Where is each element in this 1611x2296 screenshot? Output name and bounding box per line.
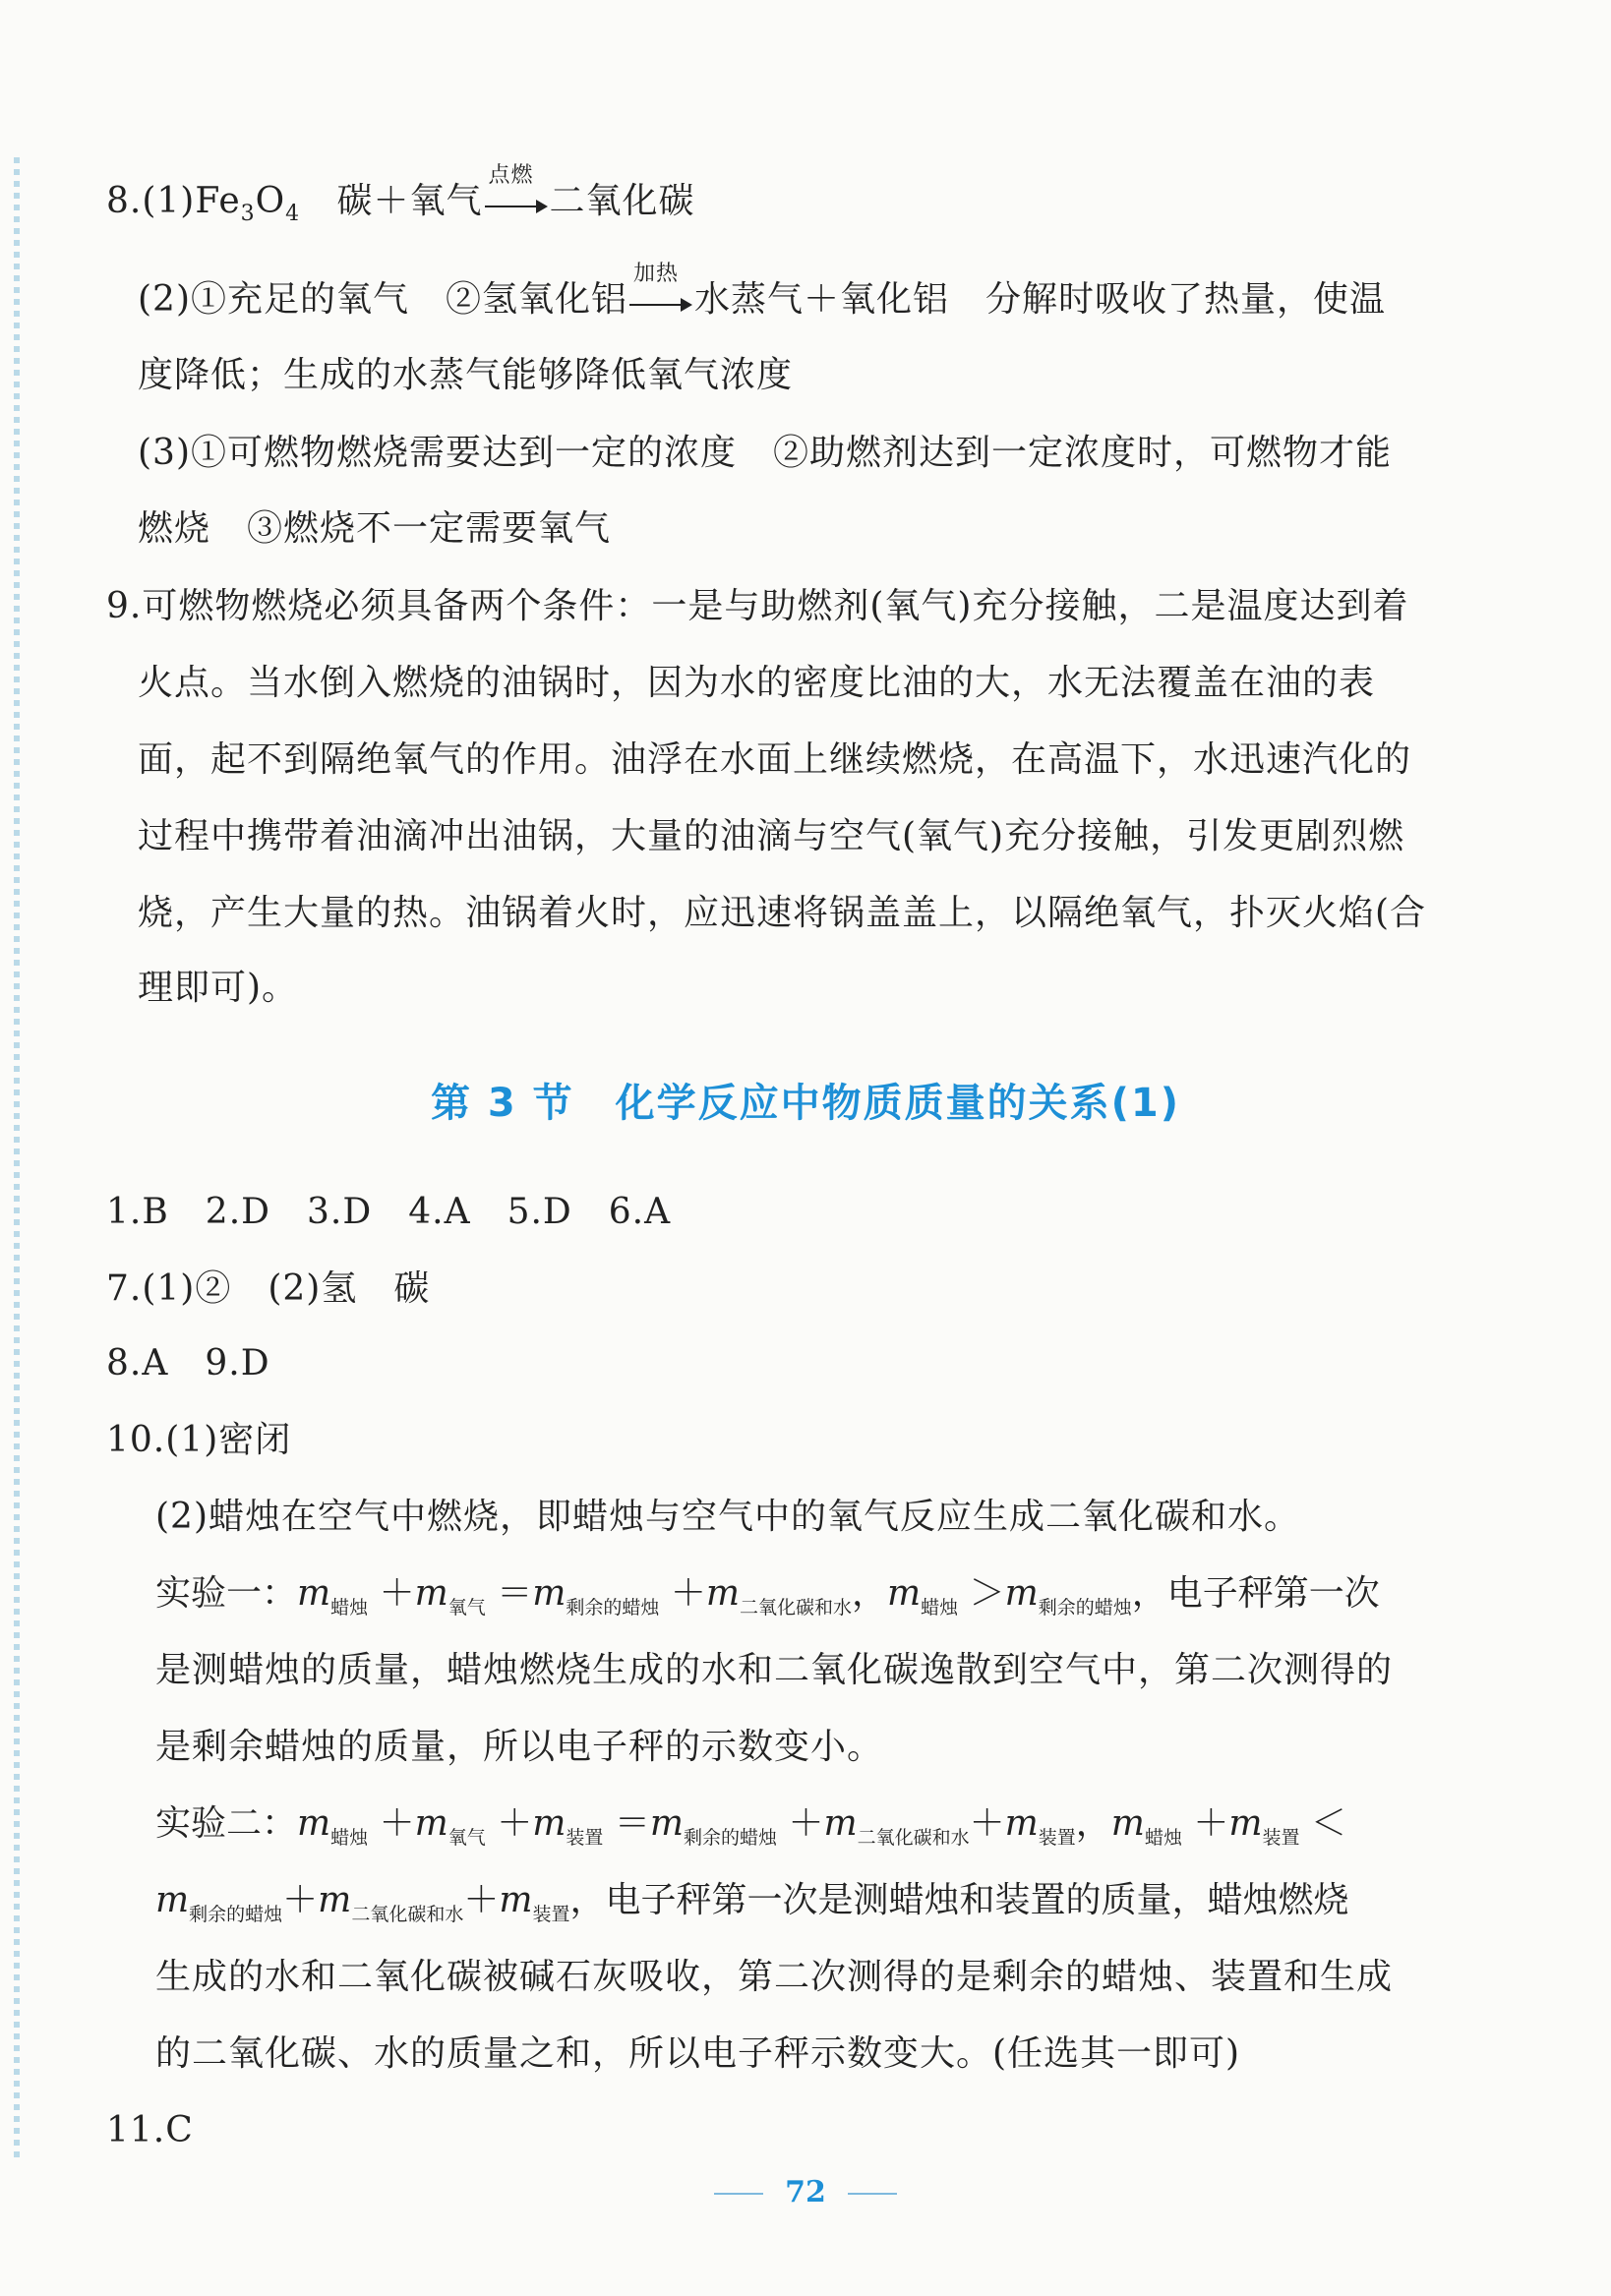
exp1-label: 实验一： (155, 1573, 298, 1614)
q8-part3-line2: 燃烧 ③燃烧不一定需要氧气 (138, 508, 612, 549)
q8-part1 (106, 163, 695, 239)
answer-10-2: (2)蜡烛在空气中燃烧，即蜡烛与空气中的氧气反应生成二氧化碳和水。 (155, 1497, 1300, 1537)
exp1-tail: ，电子秤第一次 (1131, 1573, 1380, 1614)
mass-symbol: m (499, 1880, 533, 1920)
subscript-oxygen: 氧气 (448, 1597, 486, 1619)
exp2-line4: 的二氧化碳、水的质量之和，所以电子秤示数变大。(任选其一即可) (155, 2033, 1241, 2074)
mass-symbol: m (297, 1803, 331, 1844)
footer-dash-right (848, 2193, 897, 2195)
q9-line6: 理即可)。 (138, 968, 299, 1008)
subscript-co2-water: 二氧化碳和水 (739, 1597, 852, 1619)
subscript-3: 3 (240, 202, 256, 226)
q8-part2-line1 (138, 262, 1387, 324)
exp2-line2-tail: ，电子秤第一次是测蜡烛和装置的质量，蜡烛燃烧 (569, 1880, 1349, 1920)
answers-8-9: 8.A 9.D (106, 1343, 270, 1383)
subscript-oxygen: 氧气 (448, 1827, 486, 1849)
answer-11: 11.C (106, 2110, 194, 2150)
answer-7: 7.(1)② (2)氢 碳 (106, 1268, 431, 1309)
reaction-condition: 点燃 (488, 163, 534, 188)
mass-symbol: m (297, 1573, 331, 1614)
exp1-equation: 实验一：$m_{蜡烛} +m_{氧气} =m_{剩余的蜡烛} +m_{二氧化碳和水}$，$m_{蜡烛} >m_{剩余的蜡烛}$，电子秤第一次 (155, 1573, 1380, 1619)
mass-symbol: m (414, 1573, 448, 1614)
mass-symbol: m (649, 1803, 684, 1844)
q8-p1-product: 二氧化碳 (549, 181, 695, 221)
mass-symbol: m (532, 1573, 567, 1614)
left-margin-dotted-line (14, 157, 20, 2163)
subscript-device: 装置 (532, 1904, 570, 1925)
q8-p1-reactants: 碳＋氧气 (336, 181, 483, 221)
page-footer (0, 2175, 1611, 2209)
subscript-device: 装置 (1262, 1827, 1300, 1849)
reaction-arrow (629, 262, 692, 320)
q8-p2-a: (2)①充足的氧气 ②氢氧化铝 (138, 279, 627, 320)
section-title: 第 3 节 化学反应中物质质量的关系(1) (430, 1081, 1181, 1126)
subscript-left-candle: 剩余的蜡烛 (189, 1904, 283, 1925)
subscript-device: 装置 (566, 1827, 604, 1849)
mass-symbol: m (414, 1803, 448, 1844)
q9-line5: 烧，产生大量的热。油锅着火时，应迅速将锅盖盖上，以隔绝氧气，扑灭火焰(合 (138, 893, 1427, 933)
subscript-co2-water: 二氧化碳和水 (351, 1904, 464, 1925)
subscript-left-candle: 剩余的蜡烛 (683, 1827, 777, 1849)
subscript-left-candle: 剩余的蜡烛 (1038, 1597, 1132, 1619)
subscript-candle: 蜡烛 (330, 1827, 369, 1849)
footer-dash-left (714, 2193, 763, 2195)
mass-symbol: m (1110, 1803, 1145, 1844)
exp2-equation-cont: $m_{剩余的蜡烛}+m_{二氧化碳和水}+m_{装置}$，电子秤第一次是测蜡烛和装置的质量，蜡烛燃烧 (155, 1880, 1349, 1925)
exp1-line2: 是测蜡烛的质量，蜡烛燃烧生成的水和二氧化碳逸散到空气中，第二次测得的 (155, 1650, 1394, 1690)
subscript-candle: 蜡烛 (921, 1597, 959, 1619)
exp2-line3: 生成的水和二氧化碳被碱石灰吸收，第二次测得的是剩余的蜡烛、装置和生成 (155, 1957, 1394, 1997)
subscript-device: 装置 (1038, 1827, 1076, 1849)
reaction-condition: 加热 (633, 262, 680, 286)
q9-line3: 面，起不到隔绝氧气的作用。油浮在水面上继续燃烧，在高温下，水迅速汽化的 (138, 739, 1412, 780)
q8-p1-prefix: 8.(1)Fe (106, 181, 241, 221)
subscript-candle: 蜡烛 (1144, 1827, 1182, 1849)
exp2-equation: 实验二：$m_{蜡烛} +m_{氧气} +m_{装置} =m_{剩余的蜡烛} +m_{二氧化碳和水}+m_{装置}$，$m_{蜡烛} +m_{装置}$ ＜ (155, 1803, 1347, 1849)
subscript-co2-water: 二氧化碳和水 (857, 1827, 970, 1849)
q9-line2: 火点。当水倒入燃烧的油锅时，因为水的密度比油的大，水无法覆盖在油的表 (138, 663, 1376, 703)
answer-10-1: 10.(1)密闭 (106, 1420, 292, 1460)
mass-symbol: m (1228, 1803, 1263, 1844)
reaction-arrow (485, 163, 548, 221)
q8-part2-line2: 度降低；生成的水蒸气能够降低氧气浓度 (138, 355, 794, 395)
mass-symbol: m (705, 1573, 740, 1614)
q8-p2-b: 水蒸气＋氧化铝 分解时吸收了热量，使温 (694, 279, 1387, 320)
answers-1-6: 1.B 2.D 3.D 4.A 5.D 6.A (106, 1192, 672, 1232)
exp1-line3: 是剩余蜡烛的质量，所以电子秤的示数变小。 (155, 1727, 884, 1767)
subscript-4: 4 (285, 202, 301, 226)
q8-part3-line1: (3)①可燃物燃烧需要达到一定的浓度 ②助燃剂达到一定浓度时，可燃物才能 (138, 433, 1392, 473)
oxygen-symbol: O (255, 181, 286, 221)
q9-line4: 过程中携带着油滴冲出油锅，大量的油滴与空气(氧气)充分接触，引发更剧烈燃 (138, 816, 1405, 856)
mass-symbol: m (1004, 1573, 1039, 1614)
mass-symbol: m (318, 1880, 352, 1920)
mass-symbol: m (887, 1573, 922, 1614)
exp2-label: 实验二： (155, 1803, 298, 1844)
mass-symbol: m (155, 1880, 190, 1920)
q9-line1: 9.可燃物燃烧必须具备两个条件：一是与助燃剂(氧气)充分接触，二是温度达到着 (106, 586, 1409, 626)
subscript-candle: 蜡烛 (330, 1597, 369, 1619)
mass-symbol: m (823, 1803, 858, 1844)
mass-symbol: m (532, 1803, 567, 1844)
page-number: 72 (785, 2175, 826, 2209)
subscript-left-candle: 剩余的蜡烛 (566, 1597, 660, 1619)
mass-symbol: m (1004, 1803, 1039, 1844)
